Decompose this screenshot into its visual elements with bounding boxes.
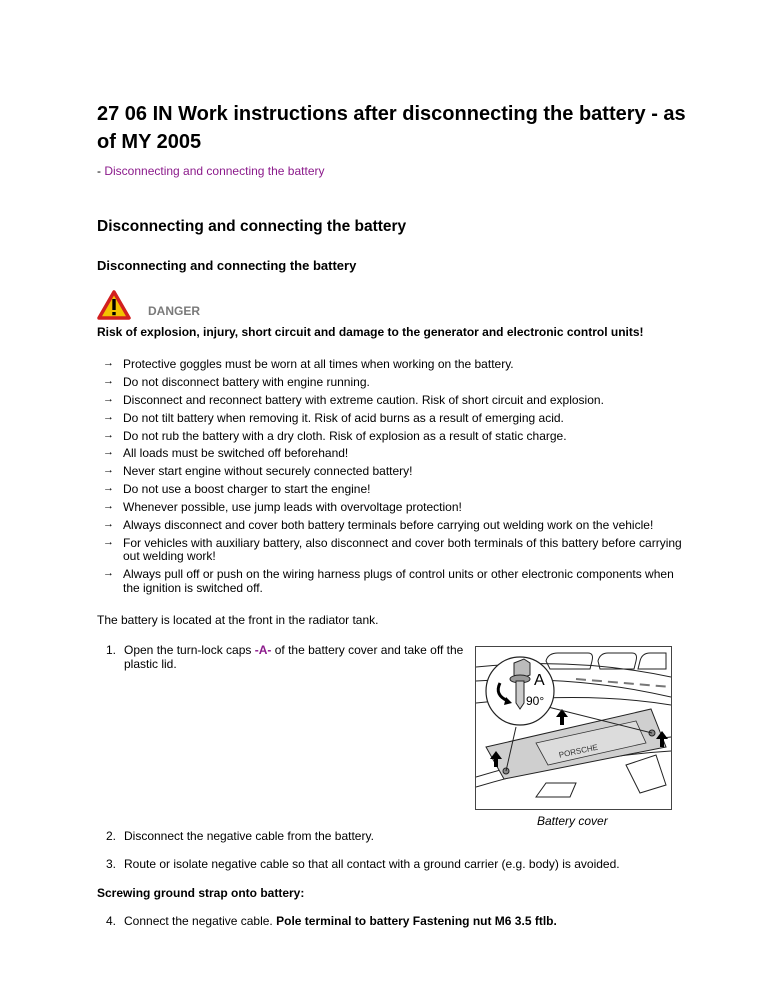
arrow-icon: → bbox=[103, 567, 114, 580]
warning-item: → Always pull off or push on the wiring harness plugs of control units or other electronic components when the ignition is switched off. bbox=[103, 567, 674, 595]
toc-link-disconnecting[interactable]: Disconnecting and connecting the battery bbox=[104, 164, 325, 178]
arrow-icon: → bbox=[103, 482, 114, 495]
warning-item: → Whenever possible, use jump leads with overvoltage protection! bbox=[103, 500, 462, 515]
step-number: 1. bbox=[106, 643, 117, 657]
warning-item: → Do not use a boost charger to start the engine! bbox=[103, 482, 371, 497]
arrow-icon: → bbox=[103, 464, 114, 477]
step-text: Route or isolate negative cable so that all contact with a ground carrier (e.g. body) is avoided. bbox=[124, 857, 620, 871]
warning-item: → All loads must be switched off beforehand! bbox=[103, 446, 349, 461]
torque-spec: Pole terminal to battery Fastening nut M6 3.5 ftlb. bbox=[276, 914, 557, 928]
warning-item: → For vehicles with auxiliary battery, also disconnect and cover both terminals of this battery before carrying out welding work! bbox=[103, 535, 682, 564]
warning-item: → Disconnect and reconnect battery with extreme caution. Risk of short circuit and explosion. bbox=[103, 392, 604, 407]
danger-risk-text: Risk of explosion, injury, short circuit and damage to the generator and electronic control units! bbox=[97, 325, 644, 339]
warning-item: → Do not tilt battery when removing it. Risk of acid burns as a result of emerging acid. bbox=[103, 410, 564, 425]
toc-prefix: - bbox=[97, 164, 105, 178]
danger-warning-list bbox=[103, 358, 683, 600]
step-2 bbox=[106, 829, 666, 845]
figure-caption: Battery cover bbox=[537, 814, 608, 828]
warning-item: → Do not disconnect battery with engine running. bbox=[103, 374, 370, 389]
warning-item: → Always disconnect and cover both battery terminals before carrying out welding work on the vehicle! bbox=[103, 518, 654, 533]
battery-location-text: The battery is located at the front in the radiator tank. bbox=[97, 613, 379, 627]
subsection-heading: Disconnecting and connecting the battery bbox=[97, 258, 357, 273]
warning-item: → Never start engine without securely connected battery! bbox=[103, 464, 413, 479]
toc-entry bbox=[97, 164, 325, 178]
arrow-icon: → bbox=[103, 410, 114, 423]
warning-item: → Protective goggles must be worn at all times when working on the battery. bbox=[103, 357, 514, 371]
step-3 bbox=[106, 857, 686, 873]
arrow-icon: → bbox=[103, 392, 114, 405]
page-title: 27 06 IN Work instructions after disconnecting the battery - as of MY 2005 bbox=[97, 103, 686, 153]
arrow-icon: → bbox=[103, 428, 114, 441]
battery-cover-illustration bbox=[476, 647, 671, 809]
reference-a: -A- bbox=[254, 643, 272, 657]
arrow-icon: → bbox=[103, 374, 114, 387]
arrow-icon: → bbox=[103, 535, 114, 548]
step-text: Disconnect the negative cable from the battery. bbox=[124, 829, 374, 843]
arrow-icon: → bbox=[103, 500, 114, 513]
step-number: 4. bbox=[106, 914, 117, 928]
warning-item: → Do not rub the battery with a dry cloth. Risk of explosion as a result of static charge. bbox=[103, 428, 567, 443]
step-text: Open the turn-lock caps -A- of the battery cover and take off the plastic lid. bbox=[124, 643, 464, 671]
section-heading: Disconnecting and connecting the battery bbox=[97, 218, 407, 235]
step-number: 2. bbox=[106, 829, 117, 843]
warning-triangle-icon bbox=[97, 290, 131, 320]
step-text: Connect the negative cable. Pole terminal to battery Fastening nut M6 3.5 ftlb. bbox=[124, 914, 557, 928]
arrow-icon: → bbox=[103, 357, 114, 369]
step-number: 3. bbox=[106, 857, 117, 871]
ground-strap-subheading: Screwing ground strap onto battery: bbox=[97, 886, 305, 900]
arrow-icon: → bbox=[103, 518, 114, 531]
rotation-angle-label: 90° bbox=[526, 694, 545, 708]
callout-a-label: A bbox=[534, 672, 545, 689]
danger-label: DANGER bbox=[148, 304, 201, 318]
arrow-icon: → bbox=[103, 446, 114, 459]
step-1 bbox=[106, 643, 466, 673]
porsche-logo-text: PORSCHE bbox=[558, 742, 599, 760]
step-4 bbox=[106, 914, 686, 930]
battery-cover-figure bbox=[475, 646, 672, 810]
